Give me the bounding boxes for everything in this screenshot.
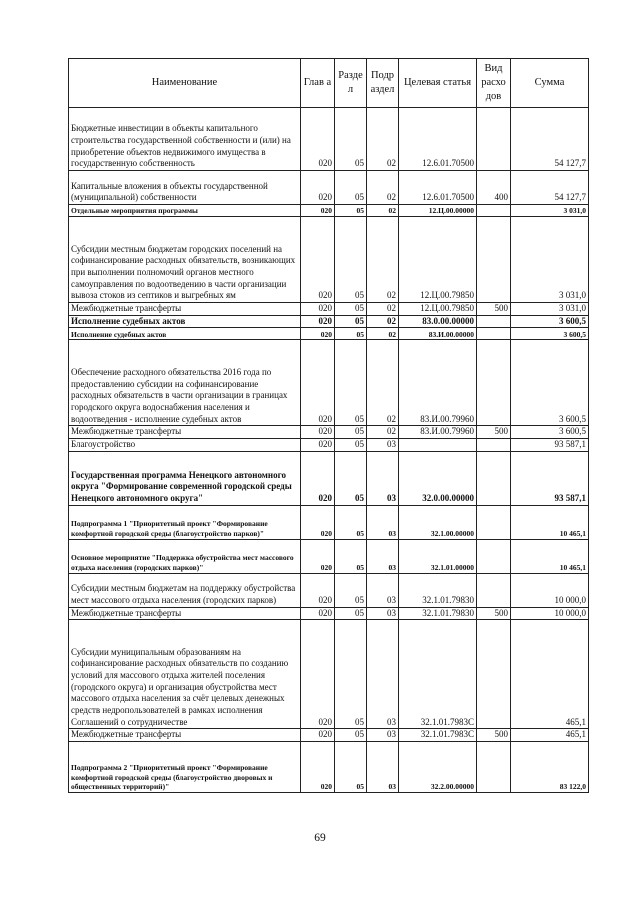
table-row: [69, 328, 589, 340]
table-row: [69, 607, 589, 620]
cell-glava: 020: [301, 742, 335, 793]
cell-target: 83.И.00.00000: [399, 328, 477, 340]
cell-glava: 020: [301, 539, 335, 573]
cell-razdel: 05: [335, 108, 367, 171]
cell-sum: 3 600,5: [511, 315, 589, 328]
cell-target: 32.1.01.7983С: [399, 620, 477, 729]
cell-name: Благоустройство: [69, 439, 301, 452]
cell-razdel: 05: [335, 315, 367, 328]
cell-podrazdel: 02: [367, 315, 399, 328]
cell-sum: 93 587,1: [511, 439, 589, 452]
cell-podrazdel: 03: [367, 573, 399, 607]
cell-razdel: 05: [335, 217, 367, 303]
cell-name: Подпрограмма 1 "Приоритетный проект "Формирование комфортной городской среды (благоустройство парков)": [69, 505, 301, 539]
table-row: [69, 171, 589, 205]
cell-sum: 3 600,5: [511, 328, 589, 340]
cell-name: Государственная программа Ненецкого автономного округа "Формирование современной городской среды Ненецкого автономного округа": [69, 451, 301, 505]
header-sum: Сумма: [511, 59, 589, 108]
cell-glava: 020: [301, 217, 335, 303]
cell-podrazdel: 02: [367, 108, 399, 171]
cell-target: 32.2.00.00000: [399, 742, 477, 793]
cell-sum: 3 031,0: [511, 303, 589, 316]
cell-glava: 020: [301, 303, 335, 316]
cell-vid: [477, 328, 511, 340]
cell-podrazdel: 02: [367, 205, 399, 217]
cell-podrazdel: 03: [367, 505, 399, 539]
cell-vid: [477, 539, 511, 573]
cell-razdel: 05: [335, 328, 367, 340]
table-row: [69, 573, 589, 607]
cell-glava: 020: [301, 340, 335, 426]
cell-name: Основное мероприятие "Поддержка обустройства мест массового отдыха населения (городских парков)": [69, 539, 301, 573]
cell-glava: 020: [301, 328, 335, 340]
cell-vid: 500: [477, 303, 511, 316]
table-row: [69, 539, 589, 573]
cell-podrazdel: 03: [367, 451, 399, 505]
cell-name: Межбюджетные трансферты: [69, 303, 301, 316]
cell-glava: 020: [301, 171, 335, 205]
cell-target: 32.1.01.00000: [399, 539, 477, 573]
table-row: [69, 315, 589, 328]
cell-glava: 020: [301, 607, 335, 620]
cell-razdel: 05: [335, 439, 367, 452]
cell-target: 83.0.00.00000: [399, 315, 477, 328]
cell-glava: 020: [301, 108, 335, 171]
cell-name: Субсидии местным бюджетам городских поселений на софинансирование расходных обязательств, возникающих при выполнении полномочий органов местного самоуправления по водоотведению в части организации вывоза стоков из септиков и выгребных ям: [69, 217, 301, 303]
cell-target: 12.6.01.70500: [399, 171, 477, 205]
cell-razdel: 05: [335, 539, 367, 573]
cell-target: [399, 439, 477, 452]
cell-vid: [477, 217, 511, 303]
cell-glava: 020: [301, 729, 335, 742]
cell-razdel: 05: [335, 303, 367, 316]
cell-sum: 3 600,5: [511, 426, 589, 439]
cell-glava: 020: [301, 315, 335, 328]
cell-sum: 54 127,7: [511, 108, 589, 171]
cell-target: 32.0.00.00000: [399, 451, 477, 505]
budget-table: [68, 58, 589, 793]
table-row: [69, 205, 589, 217]
cell-razdel: 05: [335, 620, 367, 729]
cell-podrazdel: 03: [367, 539, 399, 573]
cell-sum: 465,1: [511, 620, 589, 729]
cell-vid: 400: [477, 171, 511, 205]
cell-razdel: 05: [335, 340, 367, 426]
table-row: [69, 439, 589, 452]
table-row: [69, 451, 589, 505]
header-glava: Глав а: [301, 59, 335, 108]
cell-razdel: 05: [335, 573, 367, 607]
cell-glava: 020: [301, 505, 335, 539]
cell-name: Капитальные вложения в объекты государственной (муниципальной) собственности: [69, 171, 301, 205]
cell-target: 83.И.00.79960: [399, 340, 477, 426]
cell-target: 83.И.00.79960: [399, 426, 477, 439]
header-target: Целевая статья: [399, 59, 477, 108]
cell-vid: [477, 439, 511, 452]
cell-glava: 020: [301, 426, 335, 439]
cell-target: 32.1.00.00000: [399, 505, 477, 539]
cell-name: Субсидии местным бюджетам на поддержку обустройства мест массового отдыха населения (городских парков): [69, 573, 301, 607]
cell-name: Межбюджетные трансферты: [69, 426, 301, 439]
table-row: [69, 505, 589, 539]
cell-name: Межбюджетные трансферты: [69, 607, 301, 620]
cell-podrazdel: 02: [367, 328, 399, 340]
cell-vid: [477, 205, 511, 217]
cell-podrazdel: 03: [367, 742, 399, 793]
cell-razdel: 05: [335, 607, 367, 620]
cell-sum: 10 465,1: [511, 539, 589, 573]
cell-target: 12.Ц.00.00000: [399, 205, 477, 217]
cell-sum: 3 600,5: [511, 340, 589, 426]
table-row: [69, 729, 589, 742]
cell-vid: [477, 573, 511, 607]
cell-glava: 020: [301, 620, 335, 729]
cell-podrazdel: 02: [367, 217, 399, 303]
header-razdel: Разде л: [335, 59, 367, 108]
cell-vid: [477, 742, 511, 793]
cell-podrazdel: 02: [367, 426, 399, 439]
cell-glava: 020: [301, 451, 335, 505]
cell-target: 32.1.01.7983С: [399, 729, 477, 742]
cell-razdel: 05: [335, 426, 367, 439]
header-podrazdel: Подр аздел: [367, 59, 399, 108]
cell-podrazdel: 02: [367, 171, 399, 205]
cell-vid: [477, 315, 511, 328]
table-row: [69, 108, 589, 171]
table-header-row: [69, 59, 589, 108]
cell-vid: 500: [477, 607, 511, 620]
cell-target: 12.Ц.00.79850: [399, 217, 477, 303]
cell-podrazdel: 02: [367, 340, 399, 426]
cell-vid: [477, 451, 511, 505]
cell-glava: 020: [301, 205, 335, 217]
table-row: [69, 217, 589, 303]
cell-razdel: 05: [335, 451, 367, 505]
cell-sum: 10 000,0: [511, 573, 589, 607]
cell-glava: 020: [301, 439, 335, 452]
cell-razdel: 05: [335, 729, 367, 742]
table-row: [69, 742, 589, 793]
cell-vid: [477, 505, 511, 539]
cell-sum: 54 127,7: [511, 171, 589, 205]
cell-vid: [477, 108, 511, 171]
cell-razdel: 05: [335, 171, 367, 205]
cell-vid: [477, 620, 511, 729]
table-row: [69, 426, 589, 439]
cell-target: 32.1.01.79830: [399, 607, 477, 620]
cell-podrazdel: 03: [367, 620, 399, 729]
header-name: Наименование: [69, 59, 301, 108]
header-vid: Вид расхо дов: [477, 59, 511, 108]
page-number: 69: [314, 832, 326, 844]
cell-sum: 465,1: [511, 729, 589, 742]
table-row: [69, 620, 589, 729]
cell-name: Исполнение судебных актов: [69, 315, 301, 328]
table-row: [69, 303, 589, 316]
cell-name: Подпрограмма 2 "Приоритетный проект "Формирование комфортной городской среды (благоустройство дворовых и общественных территорий)": [69, 742, 301, 793]
cell-glava: 020: [301, 573, 335, 607]
cell-podrazdel: 02: [367, 303, 399, 316]
cell-vid: [477, 340, 511, 426]
cell-name: Отдельные мероприятия программы: [69, 205, 301, 217]
cell-sum: 3 031,0: [511, 217, 589, 303]
cell-sum: 83 122,0: [511, 742, 589, 793]
cell-razdel: 05: [335, 205, 367, 217]
cell-name: Обеспечение расходного обязательства 2016 года по предоставлению субсидии на софинансирование расходных обязательств в части организации в границах городского округа водоснабжения населения и водоотведения - исполнение судебных актов: [69, 340, 301, 426]
cell-name: Исполнение судебных актов: [69, 328, 301, 340]
cell-sum: 3 031,0: [511, 205, 589, 217]
cell-sum: 93 587,1: [511, 451, 589, 505]
cell-vid: 500: [477, 426, 511, 439]
cell-vid: 500: [477, 729, 511, 742]
cell-name: Бюджетные инвестиции в объекты капитального строительства государственной собственности и (или) на приобретение объектов недвижимого имущества в государственную собственность: [69, 108, 301, 171]
cell-name: Субсидии муниципальным образованиям на софинансирование расходных обязательств по созданию условий для массового отдыха жителей поселения (городского округа) и организация обустройства мест массового отдыха населения за счёт целевых денежных средств недропользователей в рамках исполнения Соглашений о сотрудничестве: [69, 620, 301, 729]
cell-razdel: 05: [335, 505, 367, 539]
cell-podrazdel: 03: [367, 439, 399, 452]
table-row: [69, 340, 589, 426]
cell-podrazdel: 03: [367, 729, 399, 742]
cell-target: 12.6.01.70500: [399, 108, 477, 171]
cell-podrazdel: 03: [367, 607, 399, 620]
cell-razdel: 05: [335, 742, 367, 793]
cell-sum: 10 000,0: [511, 607, 589, 620]
cell-sum: 10 465,1: [511, 505, 589, 539]
cell-name: Межбюджетные трансферты: [69, 729, 301, 742]
cell-target: 32.1.01.79830: [399, 573, 477, 607]
cell-target: 12.Ц.00.79850: [399, 303, 477, 316]
